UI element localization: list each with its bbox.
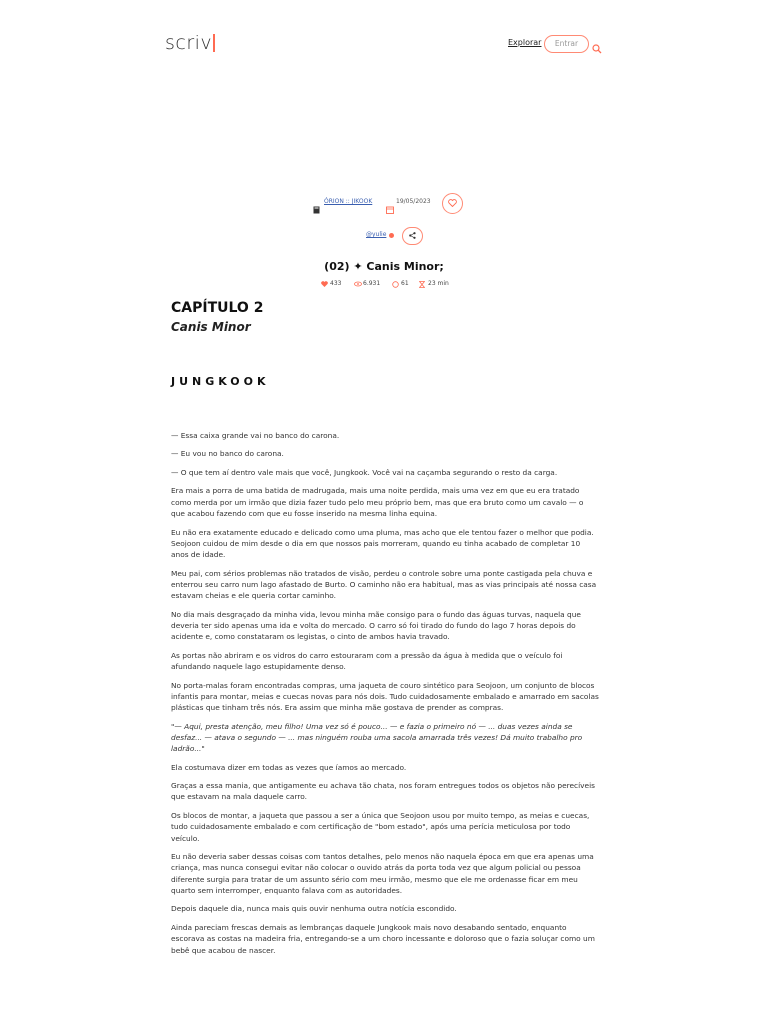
hourglass-icon [419,281,425,288]
paragraph: — Eu vou no banco do carona. [171,449,284,459]
share-icon [409,232,416,239]
paragraph: Meu pai, com sérios problemas não tratados de visão, perdeu o controle sobre uma ponte castigada pela chuva e enterrou seu carro num lago afastado de Burto. O caminho não era habitual, mas as vias principais até nossa casa estavam cheias e ele queria cortar caminho. [171,568,597,601]
chapter-heading: CAPÍTULO 2 [171,300,264,316]
book-icon [313,199,320,207]
paragraph: Ainda pareciam frescas demais as lembranças daquele Jungkook mais novo desabando sentado, enquanto escorava as costas na madeira fria, entregando-se a um choro incessante e doloroso que o fazia soluçar como um bebê que acabou de nascer. [171,922,595,955]
paragraph: Graças a essa mania, que antigamente eu achava tão chata, nos foram entregues todos os objetos não perecíveis que estavam na mala daquele carro. [171,781,595,802]
author-link[interactable]: @yulie [366,231,387,238]
views-count: 6.931 [363,280,381,287]
calendar-icon [386,199,394,207]
story-title: (02) ✦ Canis Minor; [324,260,444,273]
paragraph: No porta-malas foram encontradas compras, uma jaqueta de couro sintético para Seojoon, um conjunto de blocos infantis para montar, meias e cuecas novas para nós dois. Tudo cuidadosamente embalado e amarrado em sacolas plásticas que tinham três nós. Era assim que minha mãe gostava de prender as compras. [171,680,599,713]
site-header [0,0,768,90]
paragraph: Eu não deveria saber dessas coisas com tantos detalhes, pelo menos não naquela época em que era apenas uma criança, mas nunca consegui evitar não colocar o ouvido atrás da porta toda vez que algum policial ou pessoa diferente surgia para tratar de um assunto sério com meu irmão, mesmo que ele me ordenasse ficar em meu quarto sem interromper, enquanto falava com as autoridades. [171,852,594,895]
explore-link[interactable]: Explorar [508,38,542,47]
eye-icon [354,281,362,287]
search-icon[interactable] [592,39,602,49]
pov-heading: JUNGKOOK [171,375,270,388]
paragraph: — Essa caixa grande vai no banco do carona. [171,431,340,440]
read-time: 23 min [428,280,449,287]
paragraph: Eu não era exatamente educado e delicado como uma pluma, mas acho que ele tentou fazer o melhor que podia. Seojoon cuidou de mim desde o dia em que nossos pais morreram, quando eu tinha acabado de completar 10 anos de idade. [171,527,594,560]
author-row [0,227,768,245]
heart-icon [448,199,457,207]
logo-cursor [213,34,215,52]
favorite-button[interactable] [442,193,463,214]
paragraph: — O que tem aí dentro vale mais que você, Jungkook. Você vai na caçamba segurando o resto da carga. [171,467,558,477]
login-button[interactable]: Entrar [544,35,589,53]
author-status-dot [389,233,394,238]
comment-icon [392,281,399,288]
publish-date: 19/05/2023 [396,198,431,205]
paragraph: Depois daquele dia, nunca mais quis ouvir nenhuma outra notícia escondido. [171,904,457,914]
paragraph: As portas não abriram e os vidros do carro estouraram com a pressão da água à medida que o veículo foi afundando naquele lago estupidamente denso. [171,650,563,672]
site-logo[interactable] [165,32,215,54]
chapter-content [171,430,599,963]
paragraph: Os blocos de montar, a jaqueta que passou a ser a única que Seojoon usou por muito tempo, as meias e cuecas, tudo cuidadosamente embalado e com certificação de "bom estado", após uma perícia meticulosa por todo veículo. [171,810,590,843]
story-meta [0,193,768,215]
story-stats [0,280,768,292]
paragraph: No dia mais desgraçado da minha vida, levou minha mãe consigo para o fundo das águas turvas, naquela que deveria ter sido apenas uma ida e volta do mercado. O carro só foi tirado do fundo do lago 7 horas depois do acidente e, como constataram os legistas, o cinto de ambos havia travado. [171,609,581,642]
paragraph: Era mais a porra de uma batida de madrugada, mais uma noite perdida, mais uma vez em que eu era tratado como merda por um irmão que dizia fazer tudo pelo meu próprio bem, mas que era bruto como um cavalo — o que acabou fazendo com que eu fosse inserido na mesma linha equina. [171,486,584,519]
fandom-link[interactable]: ÓRION :: JIKOOK [324,198,373,205]
share-button[interactable] [402,227,423,245]
favorites-count: 433 [330,280,342,287]
quote-paragraph: "— Aqui, presta atenção, meu filho! Uma vez só é pouco... — e fazia o primeiro nó — ... duas vezes ainda se desfaz... — atava o segundo — ... mas ninguém rouba uma sacola amarrada três vezes! Dá muito trabalho pro ladrão..." [171,721,583,754]
chapter-subtitle: Canis Minor [171,320,251,334]
heart-icon [321,281,328,287]
logo-text: scriv [165,32,213,54]
comments-count: 61 [401,280,409,287]
paragraph: Ela costumava dizer em todas as vezes que íamos ao mercado. [171,762,407,772]
